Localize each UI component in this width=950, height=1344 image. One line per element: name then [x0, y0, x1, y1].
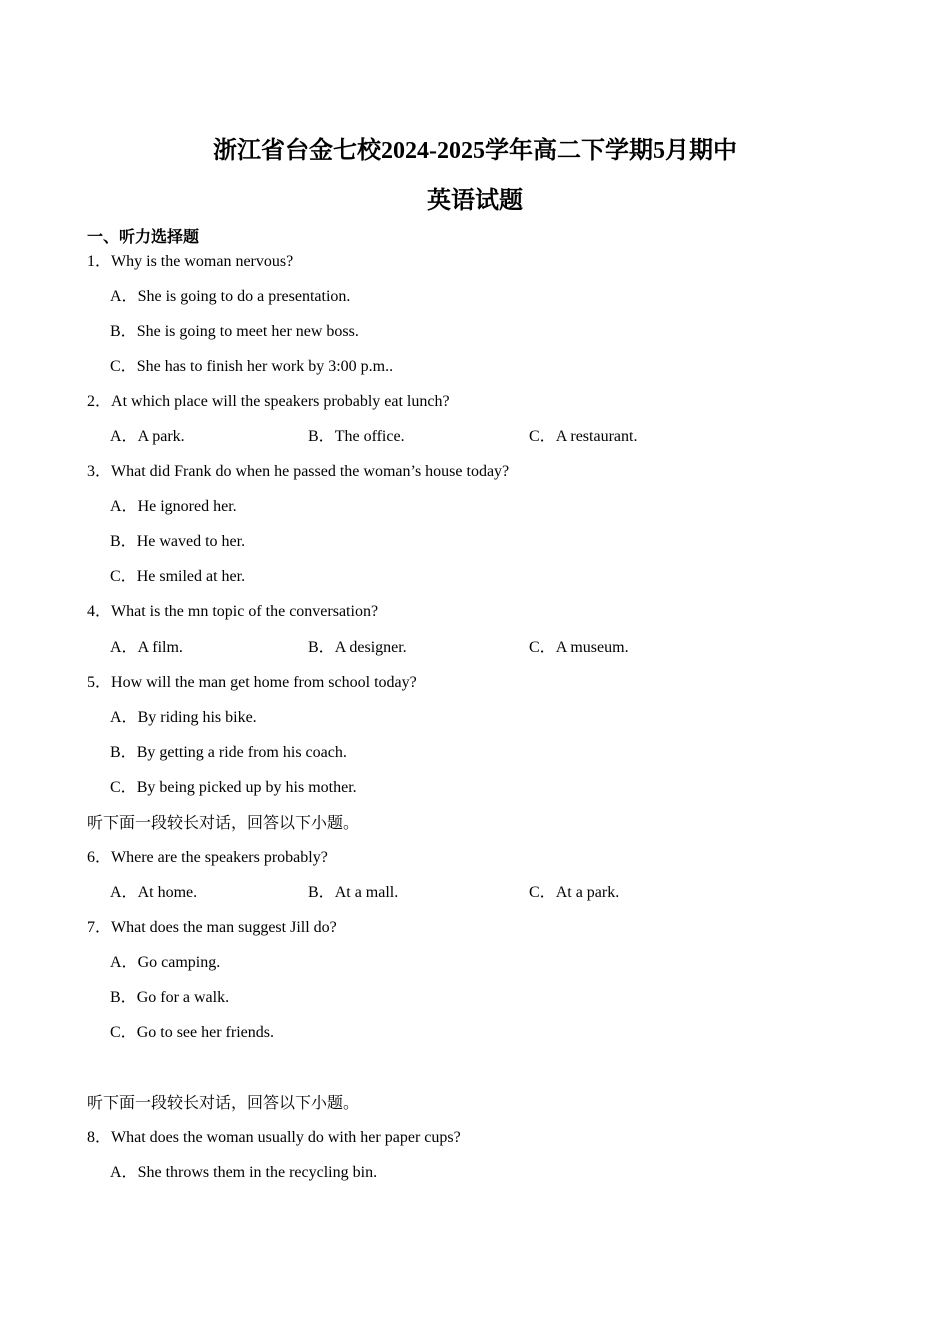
- option-text: A museum.: [555, 639, 629, 656]
- question-number: 8．: [87, 1129, 112, 1146]
- question-text: What did Frank do when he passed the woman’s house today?: [111, 463, 510, 480]
- option-letter: B．: [110, 744, 137, 761]
- question-number: 7．: [87, 919, 112, 936]
- option-text: A park.: [137, 428, 185, 445]
- option-letter: C．: [110, 358, 137, 375]
- question-number: 2．: [87, 393, 112, 410]
- option-letter: B．: [110, 989, 137, 1006]
- question-number: 4．: [87, 603, 112, 620]
- option-letter: A．: [110, 288, 138, 305]
- question-7: [87, 918, 337, 938]
- question-3: [87, 462, 509, 482]
- q6-option-a: [110, 883, 197, 903]
- question-number: 5．: [87, 674, 112, 691]
- question-text: What does the man suggest Jill do?: [111, 919, 337, 936]
- dialogue-instruction-1: 听下面一段较长对话，回答以下小题。: [87, 815, 360, 832]
- option-letter: A．: [110, 498, 138, 515]
- q1-option-b: [110, 322, 359, 342]
- question-number: 1．: [87, 253, 112, 270]
- option-letter: A．: [110, 1164, 138, 1181]
- q3-option-c: [110, 567, 245, 587]
- option-text: He waved to her.: [136, 533, 246, 550]
- q5-option-b: [110, 743, 347, 763]
- option-text: At a park.: [555, 884, 620, 901]
- option-letter: C．: [110, 779, 137, 796]
- q7-option-b: [110, 988, 229, 1008]
- option-letter: C．: [529, 884, 556, 901]
- option-text: At home.: [137, 884, 198, 901]
- question-text: What does the woman usually do with her paper cups?: [111, 1129, 461, 1146]
- q2-option-c: [529, 427, 637, 447]
- option-letter: B．: [110, 533, 137, 550]
- option-text: A restaurant.: [555, 428, 638, 445]
- dialogue-instruction-2: 听下面一段较长对话，回答以下小题。: [87, 1095, 360, 1112]
- option-letter: A．: [110, 884, 138, 901]
- option-text: Go to see her friends.: [136, 1024, 274, 1041]
- question-number: 6．: [87, 849, 112, 866]
- option-letter: A．: [110, 639, 138, 656]
- question-text: What is the mn topic of the conversation?: [111, 603, 379, 620]
- q6-option-b: [308, 883, 398, 903]
- option-letter: C．: [110, 568, 137, 585]
- q2-option-a: [110, 427, 185, 447]
- option-text: She has to finish her work by 3:00 p.m..: [136, 358, 394, 375]
- question-2: [87, 392, 450, 412]
- q1-option-a: [110, 287, 350, 307]
- option-text: Go for a walk.: [136, 989, 230, 1006]
- option-text: By riding his bike.: [137, 709, 257, 726]
- option-text: He smiled at her.: [136, 568, 246, 585]
- option-letter: B．: [308, 884, 335, 901]
- q5-option-a: [110, 708, 257, 728]
- q4-option-c: [529, 638, 629, 658]
- q7-option-a: [110, 953, 220, 973]
- question-1: [87, 252, 293, 272]
- question-text: Where are the speakers probably?: [111, 849, 328, 866]
- question-text: Why is the woman nervous?: [111, 253, 294, 270]
- option-text: At a mall.: [334, 884, 399, 901]
- exam-subtitle: 英语试题: [427, 188, 523, 214]
- question-4: [87, 602, 378, 622]
- q2-option-b: [308, 427, 405, 447]
- option-text: She is going to meet her new boss.: [136, 323, 359, 340]
- option-text: He ignored her.: [137, 498, 237, 515]
- option-text: She is going to do a presentation.: [137, 288, 351, 305]
- option-text: Go camping.: [137, 954, 221, 971]
- option-text: A designer.: [334, 639, 407, 656]
- option-text: The office.: [334, 428, 405, 445]
- q3-option-b: [110, 532, 245, 552]
- option-letter: C．: [110, 1024, 137, 1041]
- q4-option-b: [308, 638, 407, 658]
- question-text: How will the man get home from school today?: [111, 674, 417, 691]
- section-heading: 一、听力选择题: [87, 229, 200, 246]
- option-text: By getting a ride from his coach.: [136, 744, 347, 761]
- q3-option-a: [110, 497, 237, 517]
- q8-option-a: [110, 1163, 377, 1183]
- option-letter: A．: [110, 954, 138, 971]
- q7-option-c: [110, 1023, 274, 1043]
- option-text: She throws them in the recycling bin.: [137, 1164, 378, 1181]
- option-letter: B．: [110, 323, 137, 340]
- question-text: At which place will the speakers probably eat lunch?: [111, 393, 450, 410]
- option-text: A film.: [137, 639, 183, 656]
- option-letter: B．: [308, 639, 335, 656]
- q4-option-a: [110, 638, 183, 658]
- option-letter: B．: [308, 428, 335, 445]
- option-letter: C．: [529, 428, 556, 445]
- question-6: [87, 848, 328, 868]
- q1-option-c: [110, 357, 393, 377]
- q5-option-c: [110, 778, 357, 798]
- question-8: [87, 1128, 461, 1148]
- option-letter: A．: [110, 709, 138, 726]
- option-text: By being picked up by his mother.: [136, 779, 357, 796]
- option-letter: A．: [110, 428, 138, 445]
- exam-title: 浙江省台金七校2024-2025学年高二下学期5月期中: [213, 138, 737, 164]
- q6-option-c: [529, 883, 619, 903]
- option-letter: C．: [529, 639, 556, 656]
- question-number: 3．: [87, 463, 112, 480]
- question-5: [87, 673, 417, 693]
